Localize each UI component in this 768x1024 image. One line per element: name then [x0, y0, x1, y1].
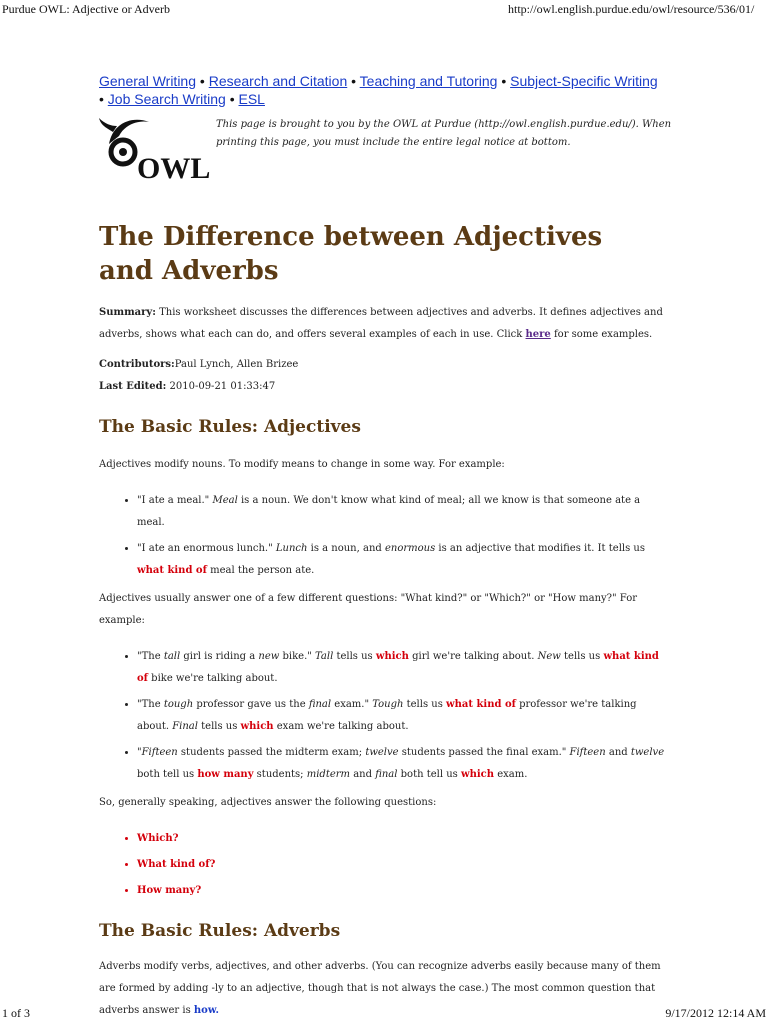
- adverbs-heading: The Basic Rules: Adverbs: [99, 921, 341, 941]
- contributors-line: [99, 354, 665, 376]
- list-item: • How many?: [137, 880, 665, 902]
- contributors-label: Contributors:: [99, 359, 175, 370]
- print-header-title: Purdue OWL: Adjective or Adverb: [2, 2, 170, 16]
- print-footer-page: 1 of 3: [2, 1006, 30, 1020]
- print-header-url: http://owl.english.purdue.edu/owl/resource/536/01/: [508, 2, 755, 16]
- last-edited-label: Last Edited:: [99, 381, 167, 392]
- summary-label: Summary:: [99, 307, 156, 318]
- adverbs-paragraph: Adverbs modify verbs, adjectives, and other adverbs. (You can recognize adverbs easily because many of them are formed by adding -ly to an adjective, though that is not always the case.) The most common question that adverbs answer is how.: [99, 961, 661, 1016]
- owl-eye-logo-icon[interactable]: [99, 114, 211, 190]
- nav-esl[interactable]: ESL: [238, 91, 265, 107]
- top-navigation: [99, 72, 659, 108]
- list-item: • Which?: [137, 828, 665, 850]
- list-item: • "Fifteen students passed the midterm exam; twelve students passed the final exam." Fifteen and twelve both tell us how many students; midterm and final both tell us which exam.: [137, 742, 665, 786]
- last-edited-value: 2010-09-21 01:33:47: [166, 381, 276, 392]
- nav-research-citation[interactable]: Research and Citation: [208, 73, 348, 89]
- summary-text: This worksheet discusses the differences between adjectives and adverbs. It defines adjectives and adverbs, shows what each can do, and offers several examples of each in use. Click: [99, 307, 663, 340]
- list-item: • "The tall girl is riding a new bike." Tall tells us which girl we're talking about. New tells us what kind of bike we're talking about.: [137, 646, 665, 690]
- adjectives-heading: The Basic Rules: Adjectives: [99, 417, 361, 437]
- nav-separator: •: [501, 73, 507, 89]
- contributors-value: Paul Lynch, Allen Brizee: [174, 359, 299, 370]
- summary-after: for some examples.: [550, 329, 653, 340]
- list-item: • What kind of?: [137, 854, 665, 876]
- page-title: The Difference between Adjectives and Adverbs: [99, 222, 603, 286]
- summary-questions-intro: So, generally speaking, adjectives answer the following questions:: [99, 797, 437, 808]
- nav-general-writing[interactable]: General Writing: [99, 73, 197, 89]
- legal-notice: This page is brought to you by the OWL at Purdue (http://owl.english.purdue.edu/). When printing this page, you must include the entire legal notice at bottom.: [216, 119, 672, 148]
- owl-logo-text: OWL: [137, 152, 211, 185]
- nav-separator: •: [351, 73, 357, 89]
- nav-separator: •: [229, 91, 235, 107]
- examples-here-link[interactable]: here: [525, 329, 551, 340]
- list-item: • "I ate an enormous lunch." Lunch is a noun, and enormous is an adjective that modifies it. It tells us what kind of meal the person ate.: [137, 538, 665, 582]
- nav-separator: •: [199, 73, 205, 89]
- list-item: • "I ate a meal." Meal is a noun. We don't know what kind of meal; all we know is that someone ate a meal.: [137, 490, 665, 534]
- legal-notice-row: [99, 114, 672, 190]
- page-content: [99, 72, 672, 1022]
- nav-separator: •: [99, 91, 104, 107]
- adjective-summary-list: [99, 828, 665, 902]
- adjective-examples-list: [99, 490, 665, 582]
- nav-job-search[interactable]: Job Search Writing: [107, 91, 226, 107]
- summary-paragraph: [99, 302, 665, 346]
- print-footer-datetime: 9/17/2012 12:14 AM: [665, 1006, 766, 1020]
- last-edited-line: [99, 376, 665, 398]
- adjective-questions-list: [99, 646, 665, 786]
- questions-intro: Adjectives usually answer one of a few different questions: "What kind?" or "Which?" or "How many?" For example:: [99, 593, 637, 626]
- adjectives-intro: Adjectives modify nouns. To modify means to change in some way. For example:: [99, 459, 505, 470]
- nav-subject-specific[interactable]: Subject-Specific Writing: [510, 73, 658, 89]
- list-item: • "The tough professor gave us the final exam." Tough tells us what kind of professor we're talking about. Final tells us which exam we're talking about.: [137, 694, 665, 738]
- nav-teaching-tutoring[interactable]: Teaching and Tutoring: [359, 73, 498, 89]
